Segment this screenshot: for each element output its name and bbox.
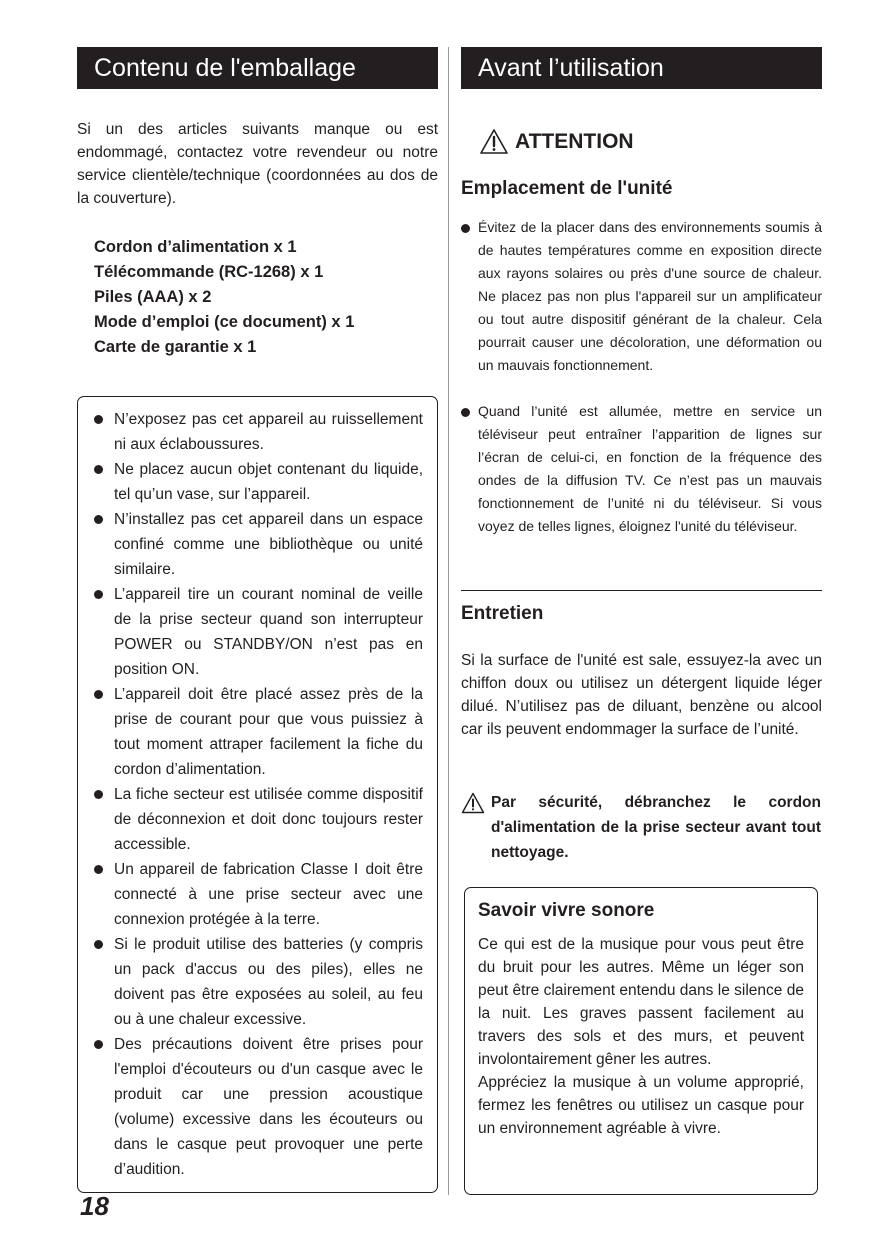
list-item: N’installez pas cet appareil dans un espace confiné comme une bibliothèque ou unité similaire. <box>92 507 423 582</box>
security-text: Par sécurité, débranchez le cordon d'alimentation de la prise secteur avant tout nettoyage. <box>491 794 821 861</box>
maintenance-heading: Entretien <box>461 603 544 624</box>
list-item: L’appareil tire un courant nominal de veille de la prise secteur quand son interrupteur POWER ou STANDBY/ON n’est pas en position ON. <box>92 582 423 682</box>
list-item: Quand l’unité est allumée, mettre en service un téléviseur peut entraîner l’apparition de lignes sur l’écran de celui-ci, en fonction de la fréquence des ondes de la diffusion TV. Ce n’est pas un mauvais fonctionnement de l’unité ni du téléviseur. Si vous voyez de telles lignes, éloignez l'unité du téléviseur. <box>461 400 822 538</box>
column-divider <box>448 47 449 1195</box>
list-item: Ne placez aucun objet contenant du liquide, tel qu’un vase, sur l’appareil. <box>92 457 423 507</box>
list-item: Évitez de la placer dans des environnements soumis à de hautes températures comme en exposition directe aux rayons solaires ou près d'une source de chaleur. Ne placez pas non plus l'appareil sur un amplificateur ou tout autre dispositif générant de la chaleur. Cela pourrait causer une décoloration, une déformation ou un mauvais fonctionnement. <box>461 216 822 377</box>
warning-triangle-icon <box>461 792 485 814</box>
list-item: Si le produit utilise des batteries (y compris un pack d'accus ou des piles), elles ne doivent pas être exposées au soleil, au feu ou à une chaleur excessive. <box>92 932 423 1032</box>
sound-etiquette-box <box>464 887 818 1195</box>
safety-box <box>77 396 438 1193</box>
list-item: L’appareil doit être placé assez près de la prise de courant pour que vous puissiez à tout moment attraper facilement la fiche du cordon d’alimentation. <box>92 682 423 782</box>
list-item: N’exposez pas cet appareil au ruissellement ni aux éclaboussures. <box>92 407 423 457</box>
maintenance-text: Si la surface de l'unité est sale, essuyez-la avec un chiffon doux ou utilisez un détergent liquide léger dilué. N’utilisez pas de diluant, benzène ou alcool car ils peuvent endommager la surface de l’unité. <box>461 652 822 738</box>
package-intro: Si un des articles suivants manque ou est endommagé, contactez votre revendeur ou notre service clientèle/technique (coordonnées au dos de la couverture). <box>77 121 438 207</box>
security-warning <box>461 790 822 865</box>
sound-paragraph: Ce qui est de la musique pour vous peut être du bruit pour les autres. Même un léger son peut être clairement entendu dans le silence de la nuit. Les graves passent facilement au travers des sols et des murs, et peuvent involontairement gêner les autres. <box>478 936 804 1068</box>
list-item: Télécommande (RC-1268) x 1 <box>94 263 324 281</box>
page-number: 18 <box>80 1191 109 1221</box>
list-item: Cordon d’alimentation x 1 <box>94 238 297 256</box>
safety-list <box>92 407 423 1182</box>
sound-heading: Savoir vivre sonore <box>478 900 655 921</box>
attention-label: ATTENTION <box>515 129 634 153</box>
sound-paragraph: Appréciez la musique à un volume approprié, fermez les fenêtres ou utilisez un casque pour un environnement agréable à vivre. <box>478 1074 804 1137</box>
sound-text <box>478 933 804 1140</box>
placement-heading: Emplacement de l'unité <box>461 178 673 199</box>
list-item: Piles (AAA) x 2 <box>94 288 212 306</box>
warning-triangle-icon <box>479 128 509 155</box>
list-item: La fiche secteur est utilisée comme dispositif de déconnexion et doit donc toujours rester accessible. <box>92 782 423 857</box>
list-item: Des précautions doivent être prises pour l'emploi d'écouteurs ou d'un casque avec le produit car une pression acoustique (volume) excessive dans les écouteurs ou dans le casque peut provoquer une perte d’audition. <box>92 1032 423 1182</box>
list-item: Carte de garantie x 1 <box>94 338 257 356</box>
list-item: Un appareil de fabrication Classe Ⅰ doit être connecté à une prise secteur avec une connexion protégée à la terre. <box>92 857 423 932</box>
section-divider <box>461 590 822 591</box>
package-contents-list <box>94 235 354 360</box>
section-title-package-contents: Contenu de l'emballage <box>77 47 438 89</box>
attention-heading <box>479 128 634 155</box>
placement-list <box>461 216 822 538</box>
section-title-before-use: Avant l’utilisation <box>461 47 822 89</box>
list-item: Mode d’emploi (ce document) x 1 <box>94 313 355 331</box>
